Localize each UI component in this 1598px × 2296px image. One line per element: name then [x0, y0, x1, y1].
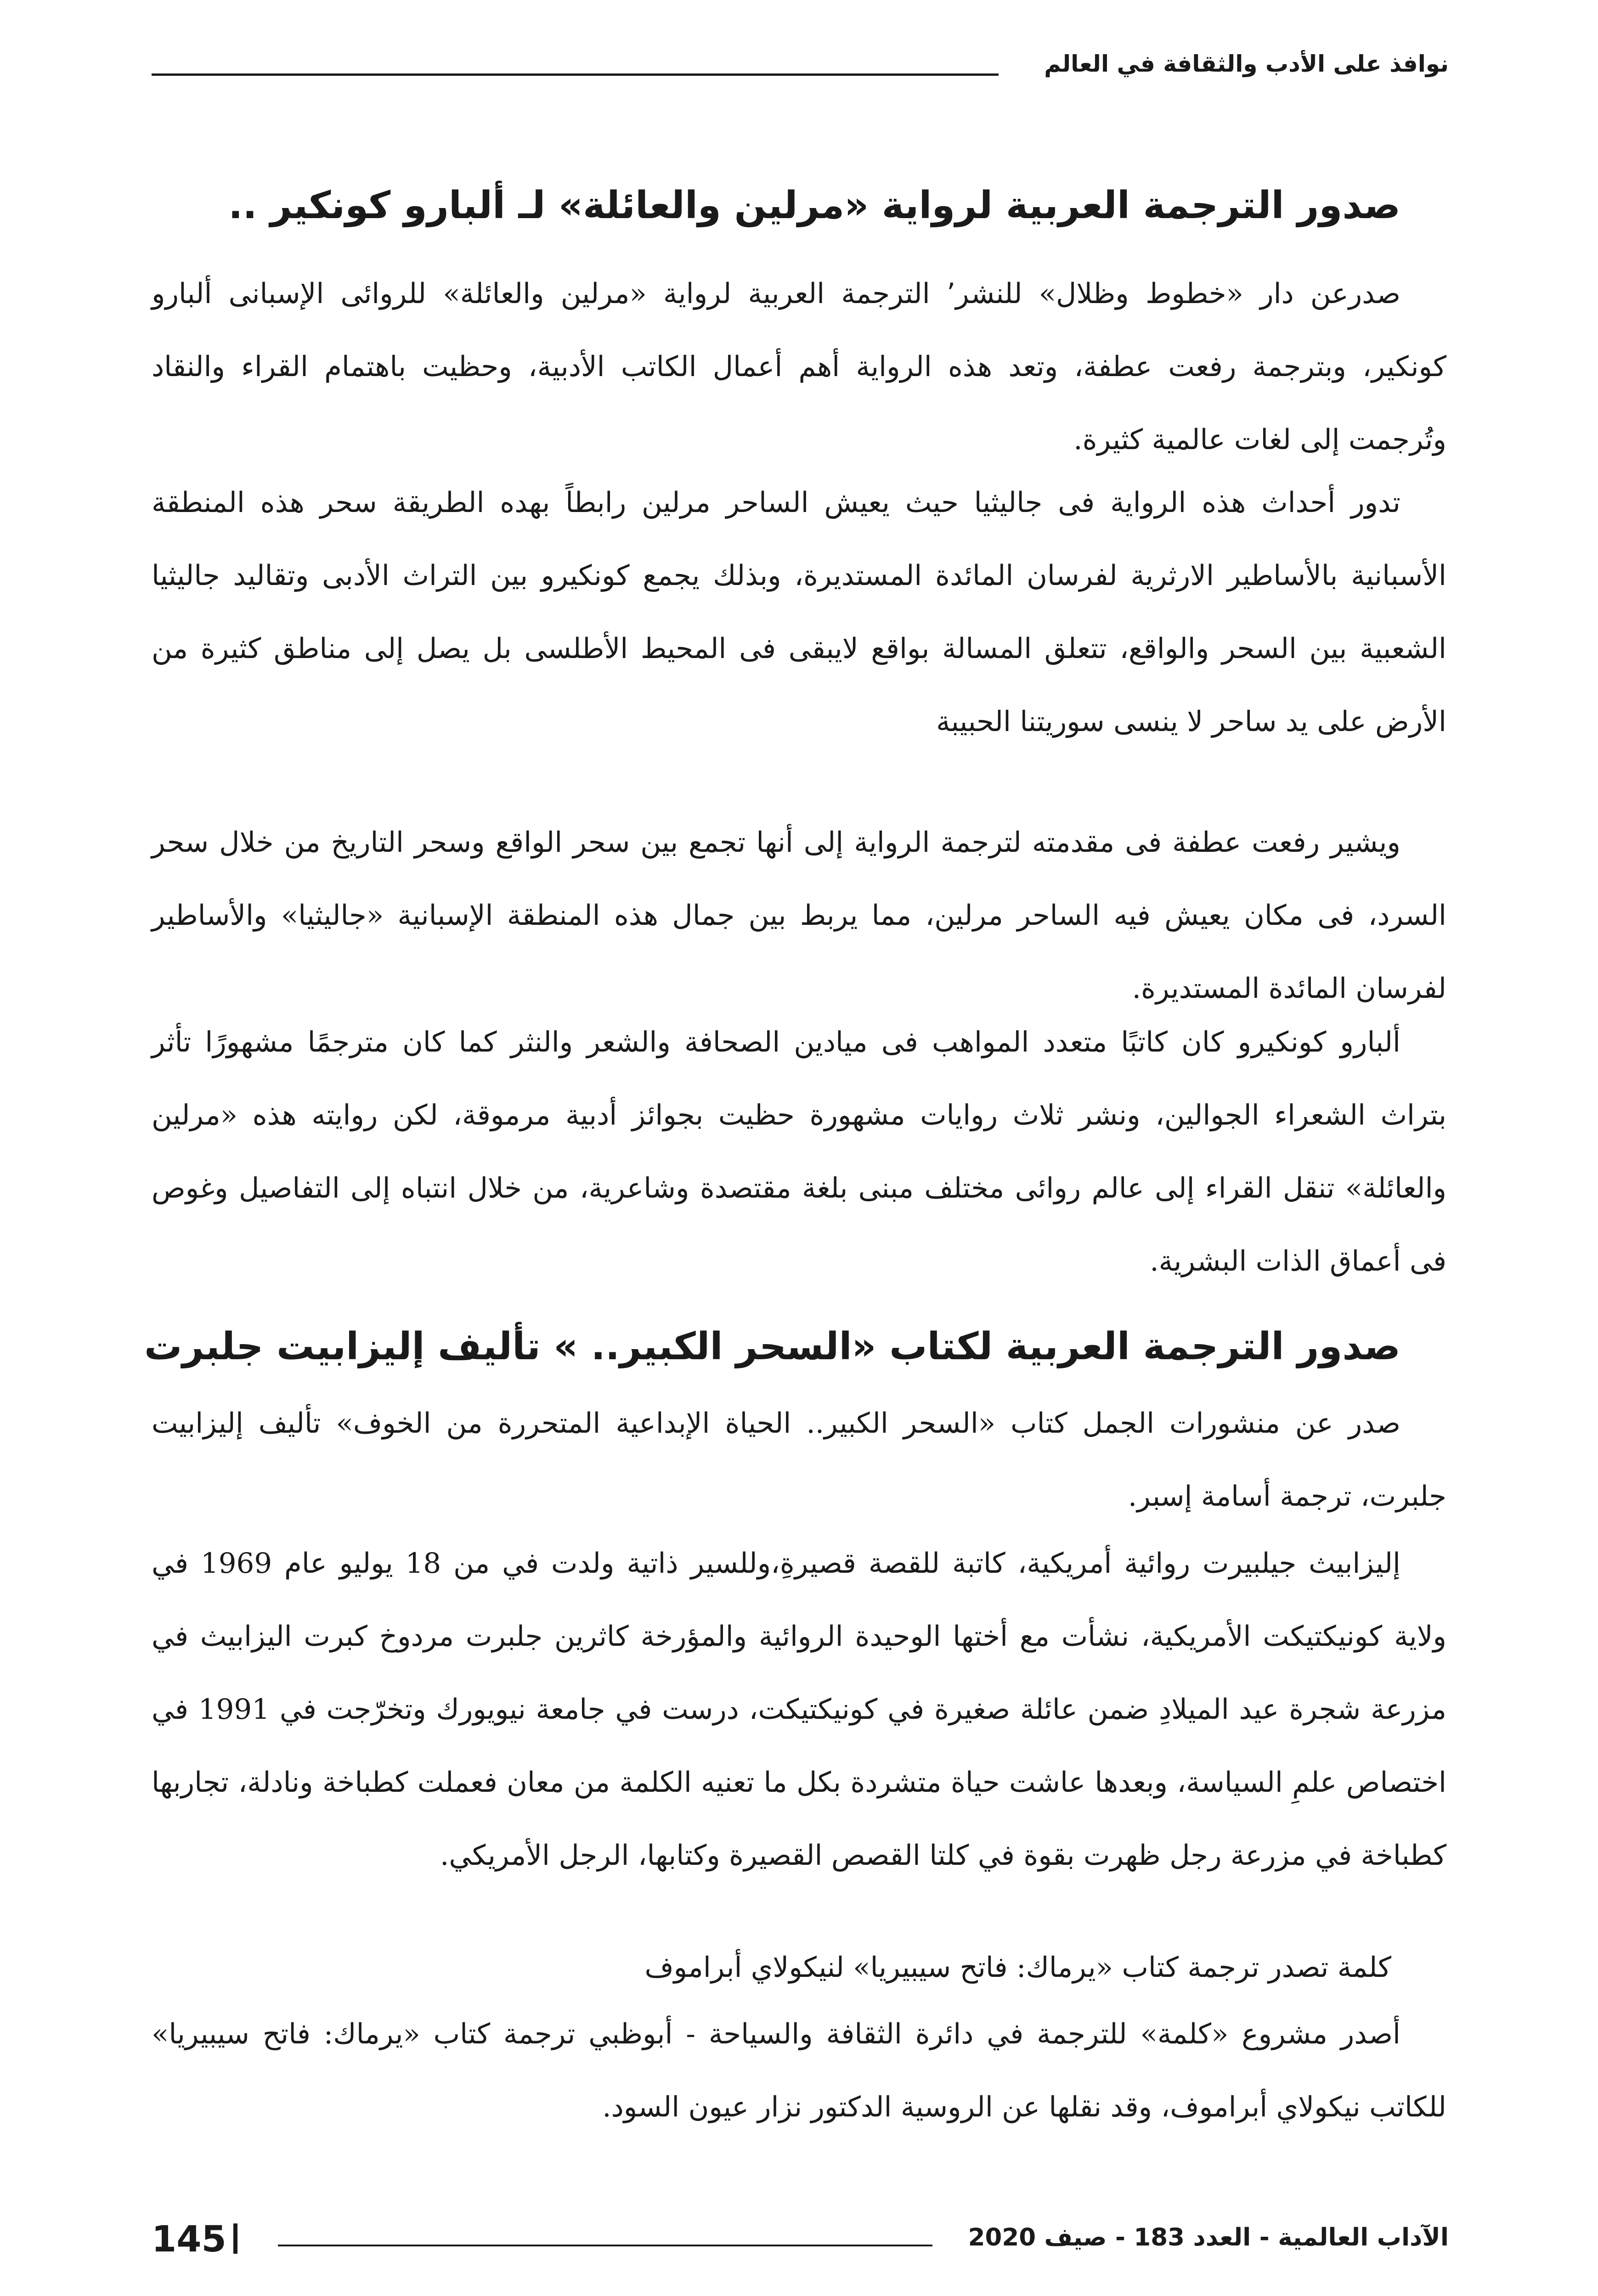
section2-paragraph-2: إليزابيث جيلبيرت روائية أمريكية، كاتبة للقصة قصيرةِ،وللسير ذاتية ولدت في من 18 يوليو عام 1969 في ولاية كونيكتيكت الأمريكية، نشأت مع أختها الوحيدة الروائية والمؤرخة كاثرين جلبرت مردوخ كبرت اليزابيث في مزرعة شجرة عيد الميلادِ ضمن عائلة صغيرة في كونيكتيكت، درست في جامعة نيويورك وتخرّجت في 1991 في اختصاص علمِ السياسة، وبعدها عاشت حياة متشردة بكل ما تعنيه الكلمة من معان فعملت كطباخة ونادلة، تجاربها كطباخة في مزرعة رجل ظهرت بقوة في كلتا القصص القصيرة وكتابها، الرجل الأمريكي. [152, 1547, 1446, 1872]
section2-paragraph-4: أصدر مشروع «كلمة» للترجمة في دائرة الثقافة والسياحة - أبوظبي ترجمة كتاب «يرماك: فاتح سيبيريا» للكاتب نيكولاي أبراموف، وقد نقلها عن الروسية الدكتور نزار عيون السود. [152, 2018, 1446, 2123]
section1-heading: صدور الترجمة العربية لرواية «مرلين والعائلة» لـ ألبارو كونكير .. [228, 184, 1400, 227]
section2-heading: صدور الترجمة العربية لكتاب «السحر الكبير.. » تأليف إليزابيت جلبرت [144, 1325, 1400, 1368]
section1-paragraph-2: تدور أحداث هذه الرواية فى جاليثيا حيث يعيش الساحر مرلين رابطاً بهده الطريقة سحر هذه المنطقة الأسبانية بالأساطير الارثرية لفرسان المائدة المستديرة، وبذلك يجمع كونكيرو بين التراث الأدبى وتقاليد جاليثيا الشعبية بين السحر والواقع، تتعلق المسالة بواقع لايبقى فى المحيط الأطلسى بل يصل إلى مناطق كثيرة من الأرض على يد ساحر لا ينسى سوريتنا الحبيبة [152, 486, 1446, 738]
footer-rule [278, 2245, 932, 2246]
running-header-title: نوافذ على الأدب والثقافة في العالم [1044, 51, 1449, 77]
header-rule [152, 73, 999, 76]
page-number-bar [233, 2223, 237, 2254]
section1-paragraph-3: ويشير رفعت عطفة فى مقدمته لترجمة الرواية إلى أنها تجمع بين سحر الواقع وسحر التاريخ من خلال سحر السرد، فى مكان يعيش فيه الساحر مرلين، مما يربط بين جمال هذه المنطقة الإسبانية «جاليثيا» والأساطير لفرسان المائدة المستديرة. [152, 826, 1446, 1005]
page-number: 145 [152, 2219, 226, 2260]
section2-paragraph-1: صدر عن منشورات الجمل كتاب «السحر الكبير.. الحياة الإبداعية المتحررة من الخوف» تأليف إليزابيت جلبرت، ترجمة أسامة إسبر. [152, 1407, 1446, 1513]
section1-paragraph-4: ألبارو كونكيرو كان كاتبًا متعدد المواهب فى ميادين الصحافة والشعر والنثر كما كان مترجمًا مشهورًا تأثر بتراث الشعراء الجوالين، ونشر ثلاث روايات مشهورة حظيت بجوائز أدبية مرموقة، لكن روايته هذه «مرلين والعائلة» تنقل القراء إلى عالم روائى مختلف مبنى بلغة مقتصدة وشاعرية، من خلال انتباه إلى التفاصيل وغوص فى أعماق الذات البشرية. [152, 1026, 1446, 1277]
footer-publication: الآداب العالمية - العدد 183 - صيف 2020 [968, 2223, 1449, 2251]
section1-paragraph-1: صدرعن دار «خطوط وظلال» للنشر٬ الترجمة العربية لرواية «مرلين والعائلة» للروائى الإسبانى ألبارو كونكير، وبترجمة رفعت عطفة، وتعد هذه الرواية أهم أعمال الكاتب الأدبية، وحظيت باهتمام القراء والنقاد وتُرجمت إلى لغات عالمية كثيرة. [152, 277, 1446, 456]
section2-paragraph-3: كلمة تصدر ترجمة كتاب «يرماك: فاتح سيبيريا» لنيكولاي أبراموف [644, 1951, 1391, 1984]
